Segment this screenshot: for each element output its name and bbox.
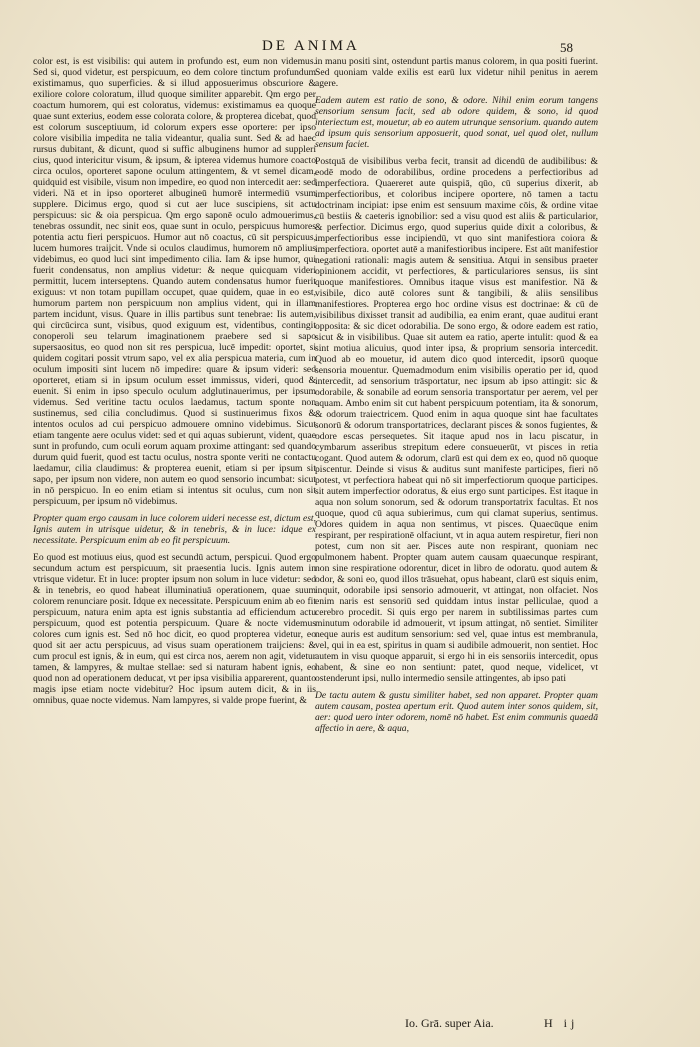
running-head <box>0 38 700 58</box>
commentary-paragraph: in manu positi sint, ostendunt partis manus colorem, in qua positi fuerint. Sed quoniam valde exilis est earū lux videtur nihil penitus in aerem agere. <box>315 56 598 89</box>
running-title: DE ANIMA <box>262 38 360 54</box>
commentary-paragraph: color est, is est visibilis: qui autem in profundo est, eum non videmus. Sed si, quod videtur, est perspicuum, eo dem colore tinctum profundum existimamus, quo superficies. & si illud apposuerimus obscuriore & exiliore colore coloratum, illud quoque similiter apparebit. Qm ergo per coactum humorem, qui est coloratus, videmus: existimamus ea quoque quae sunt exterius, eodem esse colorata colore, & propterea dicebat, quod est colorum susceptiuum, id colorum expers esse oportere: per ipso colore visibilia impedita ne talia videantur, qualia sunt. Sed & ad haec rursus dubitant, & dicunt, quod si suffic albuginens humor ad suppleri cius, quod intericitur visum, & ipsum, & ipterea videmus humore coacto circa oculos, oporteret sapone oculum attingentem, & vt semel dicam, quidquid est visibile, visum non impedire, eo quod non intercedit aer: sed videri. Nā et in ipso oporteret albugineū humorē intermediū vsum supplere. Dicimus ergo, quod si cut aer luce suscipiens, sit actu perspicuus: sic & oia perspicua. Qm ergo saponē oculo admouerimus, tenebras ossundit, nec sinit eos, quae sunt in oculo, perspicuus humores potentia actu fieri perspicuos. Humor aut nō coactus, cū sit perspicuus, lucem humores traijcit. Vnde si oculos claudimus, humorem nō amplius videbimus, eo quod luci sint impedimento cilia. Iam & ipse humor, qui fuerit condensatus, non amplius videtur: & neque quicquam videri permittit, lucem interseptens. Quando autem condensatus humor fuerit exiguus: vt non totam pupillam occupet, quae quidem, quae in eo est, humorum partem non perspicuum non amplius vident, qui in illam partem incidunt, visus. Quare in illis partibus sunt tenebrae: Iis autem, qui circūcirca sunt, visibus, quod exiguum est, videntibus, contingit conoperoli seu telarum imaginationem praebere sed si sapo supersaositus, eo quod non sit res perspicua, lucē impedit: oportet, si quidem cogitari possit vtrum sapo, vel ex alia perspicua materia, cum in oculum impositi sint lucem nō impedire: quare & ipsum videri: sed oporteret, etiam si in ipsum oculum esset immissus, videri, quod & euenit. Si enim in ipso speculo oculum adglutinauerimus, per ipsum videmus. Sed veritine tactu oculos laedamus, tactum sponte non sustinemus, sed cilia concludimus. Quod si sustinuerimus fixos & intentos oculos ad cui perspicuo admouere omnino videbimus. Sicut etiam tangente aere oculus videt: sed et qui aquas subierunt, vident, quae sunt in profundo, cum oculi eorum aquam proxime attingant: sed quando durum quid fuerit, quod est tactu oculus, nostra sponte veriti ne contactu laedamur, cilia claudimus: & propterea euenit, etiam si per ipsum sit sapo, per ipsum non videre, non autem eo quod sensorio incumbat: sicut in nō perspicuo. In eo enim etiam si intentus sit oculus, cum non sit perspicuum, per ipsum nō videbimus. <box>33 56 316 507</box>
aristotle-text-paragraph: Propter quam ergo causam in luce colorem uideri necesse est, dictum est, Ignis autem in utrisque uidetur, & in tenebris, & in luce: idque ex necessitate. Perspicuum enim ab eo fit perspicuum. <box>33 513 316 546</box>
aristotle-text-paragraph: Eadem autem est ratio de sono, & odore. Nihil enim eorum tangens sensorium sensum facit, sed ab odore quidem, & sono, id quod interiectum est, mouetur, ab eo autem utrunque sensorium. quando autem ad ipsum quis sensorium apposuerit, quod sonat, uel quod olet, nullum sensum faciet. <box>315 95 598 150</box>
page-footer <box>0 1016 700 1036</box>
right-column <box>315 56 598 734</box>
signature-mark: H ij <box>544 1016 579 1030</box>
signature-line: Io. Grā. super Aia. <box>405 1016 494 1030</box>
left-column <box>33 56 316 706</box>
commentary-paragraph: Postquā de visibilibus verba fecit, transit ad dicendū de audibilibus: & eodē modo de odorabilibus, ordine procedens a perfectioribus ad imperfectiora. Quaereret aute quispiā, qūo, cū superius dixerit, ab imperfectioribus, et coloribus incipere oportere, nō tamen a tactu doctrinam incipiat: ipse enim est sensuum maxime cōis, & ordine vitae cū bestiis & caeteris ignobilior: sed a visu quod est aliis & particularior, & perfectior. Dicimus ergo, quod superius quide dixit a coloribus, & imperfectioribus esse incipiendū, vt quo sint manifestiora coiora & imperfectiora. oportet autē a manifestioribus incipere. Est aūt manifestior negationi rationali: magis autem & sensitiua. Atqui in sensibus praeter opinionem accidit, vt perfectiores, & particulariores sensus, iis sint quoque manifestiores. Omnibus itaque visus est manifestior. Nā & visibile, dico autē colores sunt & tangibili, & aliis sensilibus manifestiores. Propterea ergo hoc ordine visus est doctrinae: & cū de visibilibus dixisset transit ad audibilia, ea enim erant, quae auditui erant opposita: & sic dicet odorabilia. De sono ergo, & odore eadem est ratio, sicut & in visibilibus. Quae sit autem ea ratio, aperte intulit: quod & ea sint motiua alicuius, quod inter ipsa, & proprium sensoria intercedit. Quod ab eo mouetur, id autem dico quod intercedit, ipsorū quoque sensoria mouentur. Quemadmodum enim visibilis operatio per id, quod intercedit, ad sensorium trāsportatur, nec ipsum ab ipso attingit: sic & odorabile, & sonabile ad eorum sensoria transportatur per aerem, vel per aquam. Ambo enim sit cut habent perspicuum potentiam, ita & sonorum, & odorum traiectricem. Quod enim in aqua quoque sint hae facultates sonorū & odorum transportatrices, declarant pisces & sonos fugientes, & odore escas persequetes. Sit itaque apud nos in lacu piscatur, in cymbarum asseribus strepitum edere consueuerūt, vt pisces in retia cogant. Quod autem & odorum, clarū est qui dem ex eo, quod nō quoque piscentur. Deinde si visus & auditus sunt manifeste participes, fieri nō potest, vt perfectiora habeat qui nō sit imperfectiorum quoque participes. sit autem imperfectior odoratus, & eius ergo sunt participes. Est itaque in aqua non solum sonorum, sed & odorum transportatrix facultas. Et nos quoque, quod cū aqua subierimus, cum qui clamat superius, sentimus. Odores quidem in aqua non sentimus, vt pisces. Quaecūque enim respirant, per respirationē olfaciunt, vt in aqua autem respiretur, fieri non potest, cum non sit aer. Pisces aute non respirant, quoniam nec pulmonem habent. Propter quam autem causam quaecunque respirant, non sine respiratione odorentur, dicet in libro de odoratu. quod autem & odor, & soni eo, quod illos trāsuehat, opus habeant, clarū est siquis enim, inquit, odorabile ipsi sensorio admouerit, vt attingat, non olfaciet. Nos enim naris est sensoriū sed quiddam intus instar pelliculae, quod a cerebro procedit. Si quis ergo per narem in subtilissimas partes cum minutum odorabile id admouerit, vt ipsum attingat, nō sentiet. Similiter neque auris est auditum sensorium: sed vel, quae intus est membranula, vel, qui in ea est, spiritus in quam si audibile admouerit, non sentiet. Hoc autem in visu quoque apparuit, si ergo hi in eis sensoriis intercedit, opus habent, & sine eo non sentiunt: patet, quod neque, videlicet, vt ostenderunt ipsi, nullo intermedio sensile attingentes, ab ipso pati <box>315 156 598 684</box>
folio-number: 58 <box>560 40 573 55</box>
commentary-paragraph: Eo quod est motiuus eius, quod est secundū actum, perspicui. Quod ergo secundum actum est perspicuum, sit praesentia lucis. Ignis autem in vtrisque videtur. Et in luce: propter ipsum non solum in luce videtur: sed & in tenebris, eo quod habeat illuminatiuā operationem, quae suum colorem renunciare posit. Idque ex necessitate. Perspicuum enim ab eo fit perspicuum, natura enim apta est ignis substantia ad efficiendum actu perspicuum, quod est potentia perspicuum. Quare & nocte videmus colores cum ignis est. Sed nō hoc dicit, eo quod propterea videtur, eo quod sit aer actu perspicuus, ad visus suam operationem traijciens: & cum procul est ignis, & in eum, qui est circa nos, aerem non agit, videtur tamen, & lampyres, & multae stellae: sed si naturam habent ignis, eo quod non ad operationem deducat, vt per ipsa visibilia apparerent, quanto magis ipse etiam nocte videbitur? Hoc ipsum autem dicit, & in iis omnibus, quae nocte videmus. Nam lampyres, si valde prope fuerint, & <box>33 552 316 706</box>
aristotle-text-paragraph: De tactu autem & gustu similiter habet, sed non apparet. Propter quam autem causam, postea apertum erit. Quod autem inter sonos quidem, sit, aer: quod uero inter odorem, nomē nō habet. Est enim communis quaedā affectio in aere, & aqua, <box>315 690 598 734</box>
